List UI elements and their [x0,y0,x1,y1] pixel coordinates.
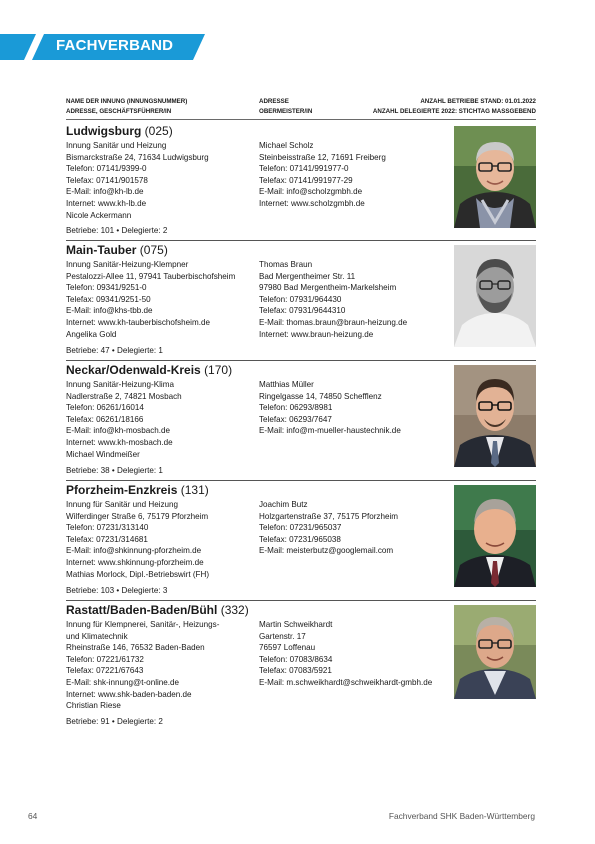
entry-separator [66,240,536,241]
guild-line: E-Mail: info@shkinnung-pforzheim.de [66,546,202,556]
guild-line: Telefax: 06261/18166 [66,414,144,424]
header-col2-line2: OBERMEISTER/IN [259,108,313,115]
entry-neckar-odenwald [66,363,536,480]
entry-name: Neckar/Odenwald-Kreis [66,363,201,377]
guild-line: Michael Windmeißer [66,449,140,459]
entry-stats: Betriebe: 101 • Delegierte: 2 [66,226,168,235]
master-line: Ringelgasse 14, 74850 Schefflenz [259,391,382,401]
guild-line: Telefax: 07231/314681 [66,534,148,544]
guild-line: Christian Riese [66,701,121,711]
entry-name: Ludwigsburg [66,124,142,138]
guild-line: Rheinstraße 146, 76532 Baden-Baden [66,643,205,653]
guild-line: Angelika Gold [66,329,117,339]
guild-line: Telefon: 06261/16014 [66,403,144,413]
section-title: FACHVERBAND [56,37,174,54]
guild-line: E-Mail: info@khs-tbb.de [66,306,153,316]
master-line: Telefax: 07083/5921 [259,666,332,676]
column-header-row-1 [66,98,536,108]
master-line: E-Mail: meisterbutz@googlemail.com [259,546,394,556]
guild-line: Innung Sanitär und Heizung [66,141,167,150]
master-line: Michael Scholz [259,141,314,150]
entry-stats: Betriebe: 38 • Delegierte: 1 [66,466,163,475]
entry-separator [66,480,536,481]
column-header-row-2 [66,108,536,118]
entry-stats: Betriebe: 91 • Delegierte: 2 [66,717,163,726]
master-info [259,140,386,210]
entry-rastatt-baden-baden-buehl [66,603,536,729]
master-line: Telefax: 07141/991977-29 [259,175,353,185]
guild-line: Telefon: 09341/9251-0 [66,283,147,293]
entry-number: (025) [144,124,173,138]
master-info [259,379,401,437]
header-col1-line2: ADRESSE, GESCHÄFTSFÜHRER/IN [66,108,172,115]
master-line: Internet: www.braun-heizung.de [259,329,374,339]
guild-line: Internet: www.kh-tauberbischofsheim.de [66,317,210,327]
portrait-photo [454,245,536,347]
guild-line: Wilferdinger Straße 6, 75179 Pforzheim [66,511,209,521]
guild-line: Innung für Sanitär und Heizung [66,500,179,509]
entry-main-tauber [66,243,536,360]
header-col2-line1: ADRESSE [259,98,289,105]
master-info [259,499,398,557]
section-banner [0,34,205,60]
guild-info [66,140,209,221]
guild-info [66,619,219,712]
entry-ludwigsburg [66,124,536,240]
guild-line: Telefon: 07231/313140 [66,523,149,533]
master-line: E-Mail: m.schweikhardt@schweikhardt-gmbh.de [259,677,433,687]
entry-title [66,243,168,257]
portrait-photo [454,605,536,699]
master-line: E-Mail: thomas.braun@braun-heizung.de [259,317,408,327]
header-col1-line1: NAME DER INNUNG (INNUNGSNUMMER) [66,98,188,105]
guild-line: Nicole Ackermann [66,210,132,220]
portrait-photo [454,365,536,467]
guild-line: E-Mail: info@kh-mosbach.de [66,426,171,436]
master-line: Telefon: 07083/8634 [259,654,333,664]
master-line: Gartenstr. 17 [259,631,306,641]
entry-title [66,124,173,138]
master-line: E-Mail: info@scholzgmbh.de [259,187,363,197]
entry-stats: Betriebe: 103 • Delegierte: 3 [66,586,168,595]
guild-line: Innung Sanitär-Heizung-Klima [66,380,174,389]
guild-line: Pestalozzi-Allee 11, 97941 Tauberbischofsheim [66,271,236,281]
master-line: 97980 Bad Mergentheim-Markelsheim [259,283,397,293]
guild-line: Telefax: 07221/67643 [66,666,144,676]
master-line: Telefon: 07231/965037 [259,523,342,533]
entry-name: Rastatt/Baden-Baden/Bühl [66,603,218,617]
guild-line: Telefon: 07221/61732 [66,654,144,664]
entry-name: Main-Tauber [66,243,137,257]
guild-info [66,259,235,340]
guild-line: Telefax: 07141/901578 [66,175,148,185]
master-line: Telefax: 07931/9644310 [259,306,346,316]
entry-name: Pforzheim-Enzkreis [66,483,178,497]
master-line: Martin Schweikhardt [259,620,333,629]
master-line: E-Mail: info@m-mueller-haustechnik.de [259,426,401,436]
guild-line: E-Mail: info@kh-lb.de [66,187,144,197]
guild-line: Telefon: 07141/9399-0 [66,164,147,174]
master-line: Telefon: 07141/991977-0 [259,164,349,174]
guild-line: Telefax: 09341/9251-50 [66,294,151,304]
portrait-photo [454,485,536,587]
header-rule [66,119,536,120]
publication-name: Fachverband SHK Baden-Württemberg [388,811,535,821]
entry-number: (332) [220,603,249,617]
master-line: Bad Mergentheimer Str. 11 [259,271,356,281]
master-line: Telefax: 07231/965038 [259,534,341,544]
guild-info [66,499,209,580]
portrait-photo [454,126,536,228]
master-line: Holzgartenstraße 37, 75175 Pforzheim [259,511,399,521]
entry-title [66,603,249,617]
guild-line: Internet: www.kh-mosbach.de [66,437,173,447]
guild-info [66,379,182,460]
master-line: Steinbeisstraße 12, 71691 Freiberg [259,152,386,162]
entry-number: (075) [139,243,168,257]
master-line: 76597 Loffenau [259,643,316,653]
entry-title [66,483,209,497]
guild-line: Internet: www.shkinnung-pforzheim.de [66,557,204,567]
entry-separator [66,600,536,601]
entry-number: (131) [180,483,209,497]
guild-line: Nadlerstraße 2, 74821 Mosbach [66,391,182,401]
page-number: 64 [28,811,38,821]
entry-stats: Betriebe: 47 • Delegierte: 1 [66,346,163,355]
header-col3-line1: ANZAHL BETRIEBE STAND: 01.01.2022 [420,98,536,105]
guild-line: Bismarckstraße 24, 71634 Ludwigsburg [66,152,209,162]
master-line: Internet: www.scholzgmbh.de [259,198,365,208]
master-line: Telefax: 06293/7647 [259,414,332,424]
entry-number: (170) [204,363,233,377]
entry-title [66,363,232,377]
guild-line: E-Mail: shk-innung@t-online.de [66,677,180,687]
header-col3-line2: ANZAHL DELEGIERTE 2022: STICHTAG MASSGEBEND [372,108,536,115]
guild-line: Mathias Morlock, Dipl.-Betriebswirt (FH) [66,569,210,579]
entry-pforzheim-enzkreis [66,483,536,600]
guild-line: Internet: www.kh-lb.de [66,198,147,208]
master-line: Thomas Braun [259,260,313,269]
master-info [259,259,407,340]
entry-separator [66,360,536,361]
guild-line: Internet: www.shk-baden-baden.de [66,689,192,699]
master-line: Telefon: 07931/964430 [259,294,342,304]
guild-line: und Klimatechnik [66,631,128,641]
master-info [259,619,432,689]
master-line: Telefon: 06293/8981 [259,403,333,413]
master-line: Joachim Butz [259,500,308,509]
guild-line: Innung Sanitär-Heizung-Klempner [66,260,189,269]
master-line: Matthias Müller [259,380,314,389]
guild-line: Innung für Klempnerei, Sanitär-, Heizungs- [66,620,220,629]
